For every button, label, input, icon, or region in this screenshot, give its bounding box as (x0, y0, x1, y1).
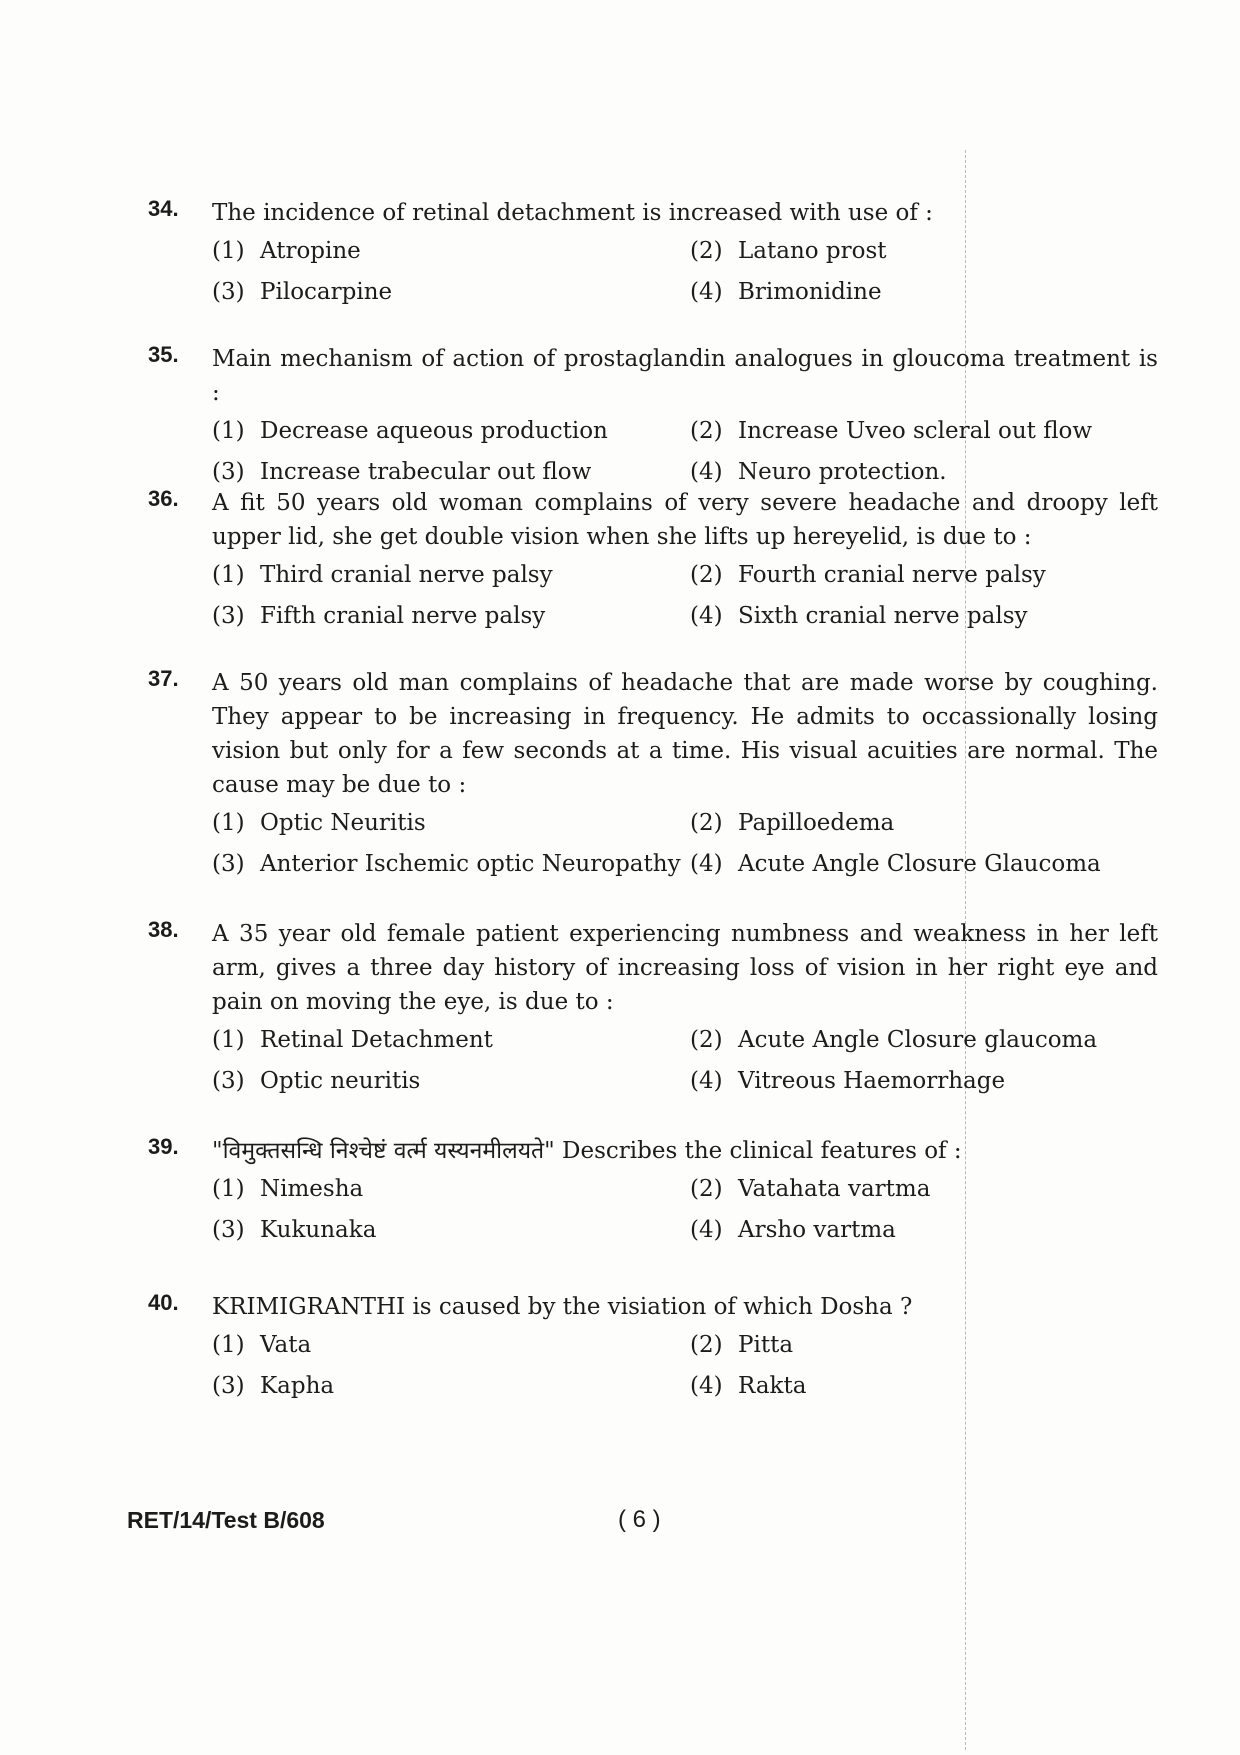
option-text: Fifth cranial nerve palsy (260, 603, 546, 629)
option-text: Brimonidine (738, 279, 882, 305)
option-number: (4) (690, 459, 723, 485)
option-number: (4) (690, 1373, 723, 1399)
option-text: Sixth cranial nerve palsy (738, 603, 1028, 629)
option-number: (1) (212, 1176, 245, 1202)
option (690, 1064, 1160, 1098)
options-list (212, 1328, 1158, 1403)
option-text: Increase Uveo scleral out flow (738, 418, 1093, 444)
option-number: (2) (690, 418, 723, 444)
option-text: Third cranial nerve palsy (260, 562, 553, 588)
question-number: 39. (148, 1134, 179, 1159)
option (690, 1172, 1160, 1206)
option-text: Decrease aqueous production (260, 418, 608, 444)
option-number: (2) (690, 238, 723, 264)
option (212, 1369, 690, 1403)
option-text: Anterior Ischemic optic Neuropathy (260, 851, 681, 877)
option-text: Atropine (260, 238, 361, 264)
option (212, 234, 690, 268)
question-number: 35. (148, 342, 179, 367)
option (690, 806, 1160, 840)
option (690, 1023, 1160, 1057)
question-text: "विमुक्तसन्धि निश्चेष्टं वर्त्म यस्यनमीलयते" Describes the clinical features of : (212, 1138, 962, 1164)
option-text: Kukunaka (260, 1217, 377, 1243)
option (212, 806, 690, 840)
option-text: Kapha (260, 1373, 335, 1399)
options-list (212, 1172, 1158, 1247)
option (690, 847, 1160, 881)
option-number: (1) (212, 1332, 245, 1358)
option-text: Optic Neuritis (260, 810, 426, 836)
question-number: 34. (148, 196, 179, 221)
option (690, 414, 1160, 448)
question-text: The incidence of retinal detachment is increased with use of : (212, 200, 933, 226)
question-40 (148, 1290, 1158, 1403)
option-text: Vitreous Haemorrhage (738, 1068, 1006, 1094)
option-number: (4) (690, 1217, 723, 1243)
option (212, 275, 690, 309)
option-text: Pitta (738, 1332, 794, 1358)
option-number: (1) (212, 562, 245, 588)
option-text: Retinal Detachment (260, 1027, 493, 1053)
option-number: (2) (690, 1176, 723, 1202)
option-number: (4) (690, 1068, 723, 1094)
options-list (212, 558, 1158, 633)
option-text: Rakta (738, 1373, 807, 1399)
option-text: Fourth cranial nerve palsy (738, 562, 1046, 588)
question-number: 40. (148, 1290, 179, 1315)
option (690, 1213, 1160, 1247)
option-number: (1) (212, 418, 245, 444)
option-text: Neuro protection. (738, 459, 947, 485)
option-text: Acute Angle Closure Glaucoma (738, 851, 1101, 877)
option-number: (3) (212, 279, 245, 305)
question-text: A 50 years old man complains of headache that are made worse by coughing. They appear to be increasing in frequency. He admits to occassionally losing vision but only for a few seconds at a time. His visual acuities are normal. The cause may be due to : (212, 670, 1158, 798)
option (212, 414, 690, 448)
option (212, 1064, 690, 1098)
option-number: (1) (212, 810, 245, 836)
option (690, 1369, 1160, 1403)
question-number: 38. (148, 917, 179, 942)
option-text: Increase trabecular out flow (260, 459, 592, 485)
option-number: (2) (690, 1027, 723, 1053)
option (212, 599, 690, 633)
option (212, 455, 690, 489)
option-number: (1) (212, 238, 245, 264)
options-list (212, 806, 1158, 881)
question-35 (148, 342, 1158, 489)
option-text: Nimesha (260, 1176, 364, 1202)
question-37 (148, 666, 1158, 881)
options-list (212, 414, 1158, 489)
option (212, 1328, 690, 1362)
question-number: 37. (148, 666, 179, 691)
option-number: (3) (212, 459, 245, 485)
question-text: A 35 year old female patient experiencing numbness and weakness in her left arm, gives a three day history of increasing loss of vision in her right eye and pain on moving the eye, is due to : (212, 921, 1158, 1015)
option (690, 558, 1160, 592)
question-text: Main mechanism of action of prostaglandin analogues in gloucoma treatment is : (212, 346, 1158, 406)
option (690, 1328, 1160, 1362)
option-number: (2) (690, 810, 723, 836)
option-text: Vatahata vartma (738, 1176, 931, 1202)
option-number: (3) (212, 851, 245, 877)
question-text: KRIMIGRANTHI is caused by the visiation of which Dosha ? (212, 1294, 913, 1320)
option (690, 599, 1160, 633)
option-number: (4) (690, 603, 723, 629)
option-number: (4) (690, 279, 723, 305)
question-34 (148, 196, 1158, 309)
option-number: (3) (212, 1373, 245, 1399)
options-list (212, 1023, 1158, 1098)
option-number: (2) (690, 1332, 723, 1358)
option-text: Vata (260, 1332, 312, 1358)
question-38 (148, 917, 1158, 1098)
option (212, 847, 690, 881)
question-number: 36. (148, 486, 179, 511)
question-39 (148, 1134, 1158, 1247)
page-number: ( 6 ) (618, 1506, 661, 1533)
question-text: A fit 50 years old woman complains of very severe headache and droopy left upper lid, she get double vision when she lifts up hereyelid, is due to : (212, 490, 1158, 550)
option (212, 558, 690, 592)
option (690, 234, 1160, 268)
option-text: Arsho vartma (738, 1217, 896, 1243)
options-list (212, 234, 1158, 309)
option (212, 1172, 690, 1206)
option-number: (3) (212, 1068, 245, 1094)
option-number: (3) (212, 1217, 245, 1243)
option (212, 1023, 690, 1057)
option-text: Pilocarpine (260, 279, 393, 305)
question-36 (148, 486, 1158, 633)
option-text: Optic neuritis (260, 1068, 421, 1094)
option (690, 275, 1160, 309)
option-number: (4) (690, 851, 723, 877)
option-number: (1) (212, 1027, 245, 1053)
option-number: (2) (690, 562, 723, 588)
option (690, 455, 1160, 489)
option-text: Acute Angle Closure glaucoma (738, 1027, 1098, 1053)
option-text: Latano prost (738, 238, 887, 264)
test-code: RET/14/Test B/608 (127, 1507, 325, 1533)
option (212, 1213, 690, 1247)
option-number: (3) (212, 603, 245, 629)
option-text: Papilloedema (738, 810, 895, 836)
